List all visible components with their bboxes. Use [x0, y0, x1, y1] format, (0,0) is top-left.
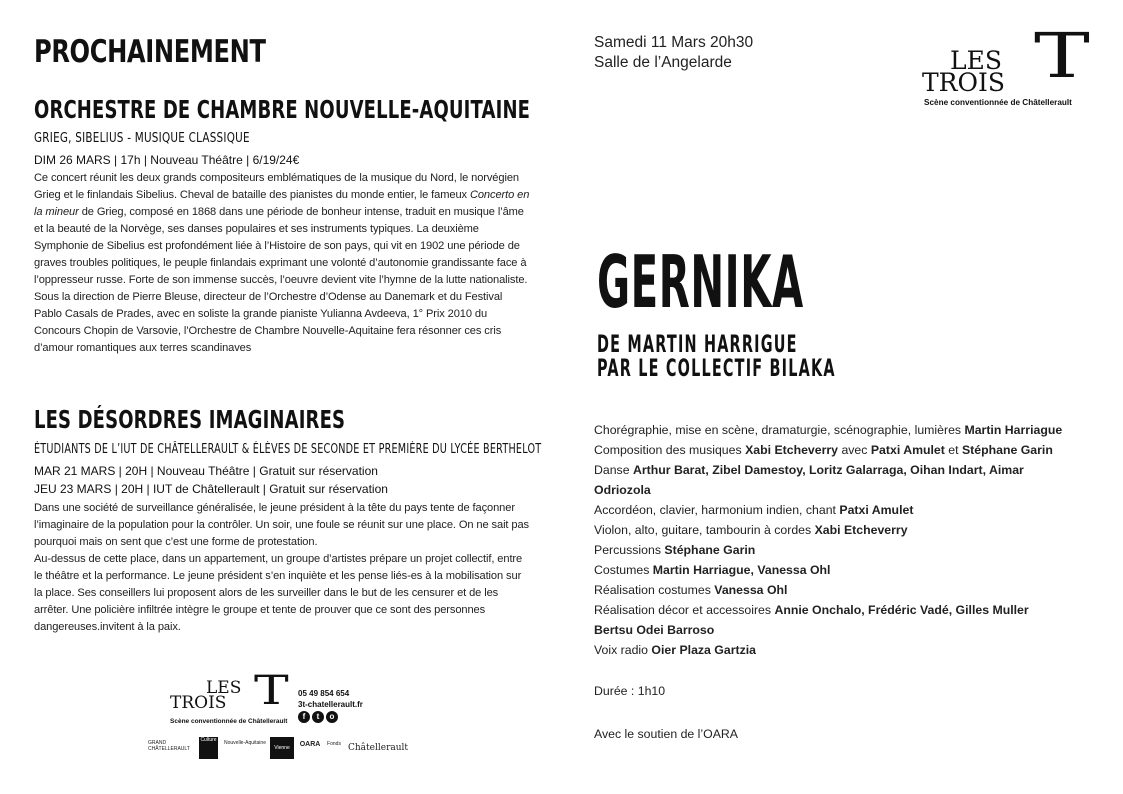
show-byline-company: PAR LE COLLECTIF BILAKA	[597, 354, 836, 382]
footer-logo-t: T	[254, 668, 289, 714]
credit-line	[594, 500, 1094, 520]
footer-logo-subtitle: Scène conventionnée de Châtellerault	[170, 718, 288, 725]
sponsor-culture: Culture	[199, 737, 218, 759]
credit-role: Costumes	[594, 563, 653, 577]
credit-line	[594, 580, 1094, 600]
event2-paragraph-1: Dans une société de surveillance généralisée, le jeune président à la tête du pays tente de façonner l’imaginaire de la population pour la contrôler. Un soir, une foule se réunit sur une place. On ne sait pas pourquoi mais on sent que c’est une forme de protestation.	[34, 502, 529, 548]
credit-name: Patxi Amulet	[839, 503, 914, 517]
footer-logo-les: LES	[206, 678, 242, 698]
event2-description	[34, 500, 530, 636]
page-heading: PROCHAINEMENT	[34, 34, 266, 70]
sponsor-fonds: Fonds	[327, 741, 341, 747]
credit-line	[594, 620, 1094, 640]
credit-name: Vanessa Ohl	[714, 583, 788, 597]
credit-name: Stéphane Garin	[664, 543, 756, 557]
credit-name: Oier Plaza Gartzia	[651, 643, 756, 657]
credit-role: Accordéon, clavier, harmonium indien, chant	[594, 503, 840, 517]
credit-name: Martin Harriague	[964, 423, 1063, 437]
sponsor-nouvelle-aquitaine: Nouvelle-Aquitaine	[224, 740, 266, 746]
event1-title: ORCHESTRE DE CHAMBRE NOUVELLE-AQUITAINE	[34, 95, 531, 124]
sponsor-ville-chatellerault: Châtellerault	[348, 743, 409, 753]
credit-role: et	[944, 443, 962, 457]
credit-line	[594, 480, 1094, 500]
credit-name: Stéphane Garin	[961, 443, 1053, 457]
credit-line	[594, 440, 1094, 460]
sponsor-strip	[148, 737, 418, 761]
event1-date: DIM 26 MARS | 17h | Nouveau Théâtre | 6/19/24€	[34, 153, 300, 167]
credit-role: Percussions	[594, 543, 665, 557]
credit-role: Voix radio	[594, 643, 652, 657]
sponsor-grand-chatellerault: GRAND CHÂTELLERAULT	[148, 740, 190, 752]
event2-subtitle: ÉTUDIANTS DE L’IUT DE CHÂTELLERAULT & ÉLÈVES DE SECONDE ET PREMIÈRE DU LYCÉE BERTHELOT	[34, 442, 542, 457]
event2-date-2: JEU 23 MARS | 20H | IUT de Châtellerault | Gratuit sur réservation	[34, 482, 388, 496]
header-logo-subtitle: Scène conventionnée de Châtellerault	[924, 98, 1072, 107]
event2-title: LES DÉSORDRES IMAGINAIRES	[34, 405, 346, 434]
credit-name: Martin Harriague, Vanessa Ohl	[652, 563, 831, 577]
event1-description	[34, 170, 530, 357]
show-duration: Durée : 1h10	[594, 684, 666, 698]
event1-paragraph-1: Ce concert réunit les deux grands compositeurs emblématiques de la musique du Nord, le norvégien Grieg et le finlandais Sibelius. Cheval de bataille des pianistes du monde entier, le fameux Concerto en la mineur de Grieg, composé en 1868 dans une période de bonheur intense, traduit en musique l’âme et la beauté de la Norvège, ses danses populaires et ses instruments typiques. La deuxième Symphonie de Sibelius est profondément liée à l’Histoire de son pays, qui vit en 1902 une période de graves troubles politiques, le peuple finlandais exprimant une volonté d’autonomie grandissante face à l’oppresseur russe. Forte de son immense succès, l’oeuvre devient vite l’hymne de la lutte nationaliste.	[34, 172, 530, 286]
twitter-icon[interactable]: t	[312, 711, 324, 723]
show-title: GERNIKA	[597, 240, 804, 324]
show-support: Avec le soutien de l’OARA	[594, 727, 738, 741]
sponsor-oara: OARA	[299, 741, 321, 748]
header-logo	[922, 19, 1092, 110]
footer-phone[interactable]: 05 49 854 654	[298, 689, 350, 698]
credit-line	[594, 540, 1094, 560]
credits-list	[594, 420, 1094, 660]
credit-role: avec	[838, 443, 871, 457]
header-logo-les: LES	[950, 46, 1002, 75]
footer-website[interactable]: 3t-chatellerault.fr	[298, 700, 363, 709]
credit-line	[594, 520, 1094, 540]
credit-role: Réalisation décor et accessoires	[594, 603, 775, 617]
credit-name: Annie Onchalo, Frédéric Vadé, Gilles Muller	[774, 603, 1029, 617]
footer-logo	[170, 668, 300, 725]
credit-line	[594, 560, 1094, 580]
credit-role: Violon, alto, guitare, tambourin à cordes	[594, 523, 815, 537]
footer-logo-trois: TROIS	[170, 693, 227, 713]
credit-line	[594, 640, 1094, 660]
credit-name: Xabi Etcheverry	[814, 523, 908, 537]
credit-line	[594, 460, 1094, 480]
show-date: Samedi 11 Mars 20h30	[594, 34, 754, 51]
show-venue: Salle de l’Angelarde	[594, 54, 732, 71]
instagram-icon[interactable]: o	[326, 711, 338, 723]
event1-paragraph-2: Sous la direction de Pierre Bleuse, directeur de l’Orchestre d’Odense au Danemark et du Festival Pablo Casals de Prades, avec en soliste la grande pianiste Yulianna Avdeeva, 1° Prix 2010 du Concours Chopin de Varsovie, l’Orchestre de Chambre Nouvelle-Aquitaine fera résonner ces cris d’amour romantiques aux terres scandinaves	[34, 291, 503, 354]
credit-name: Arthur Barat, Zibel Damestoy, Loritz Galarraga, Oihan Indart, Aimar	[632, 463, 1024, 477]
credit-line	[594, 600, 1094, 620]
show-byline-author: DE MARTIN HARRIGUE	[597, 330, 798, 358]
event1-subtitle: GRIEG, SIBELIUS - MUSIQUE CLASSIQUE	[34, 131, 250, 146]
event2-date-1: MAR 21 MARS | 20H | Nouveau Théâtre | Gratuit sur réservation	[34, 464, 378, 478]
credit-role: Réalisation costumes	[594, 583, 715, 597]
sponsor-vienne: Vienne	[270, 737, 294, 759]
credit-line	[594, 420, 1094, 440]
header-logo-t: T	[1034, 19, 1090, 92]
credit-name: Odriozola	[594, 483, 651, 497]
credit-name: Patxi Amulet	[870, 443, 945, 457]
event2-paragraph-2: Au-dessus de cette place, dans un appartement, un groupe d’artistes prépare un projet collectif, entre le théâtre et la performance. Le jeune président s’en inquiète et les pense liés-es à la mobilisation sur la place. Ses conseillers lui proposent alors de les surveiller dans le but de les censurer et de les arrêter. Une policière infiltrée intègre le groupe et tente de prouver que ce sont des personnes dangereuses.invitent à la paix.	[34, 553, 523, 633]
credit-role: Chorégraphie, mise en scène, dramaturgie, scénographie, lumières	[594, 423, 965, 437]
facebook-icon[interactable]: f	[298, 711, 310, 723]
credit-role: Composition des musiques	[594, 443, 746, 457]
footer-contact	[298, 688, 363, 723]
credit-role: Danse	[594, 463, 633, 477]
credit-name: Bertsu Odei Barroso	[594, 623, 715, 637]
header-logo-trois: TROIS	[922, 68, 1005, 97]
credit-name: Xabi Etcheverry	[745, 443, 839, 457]
